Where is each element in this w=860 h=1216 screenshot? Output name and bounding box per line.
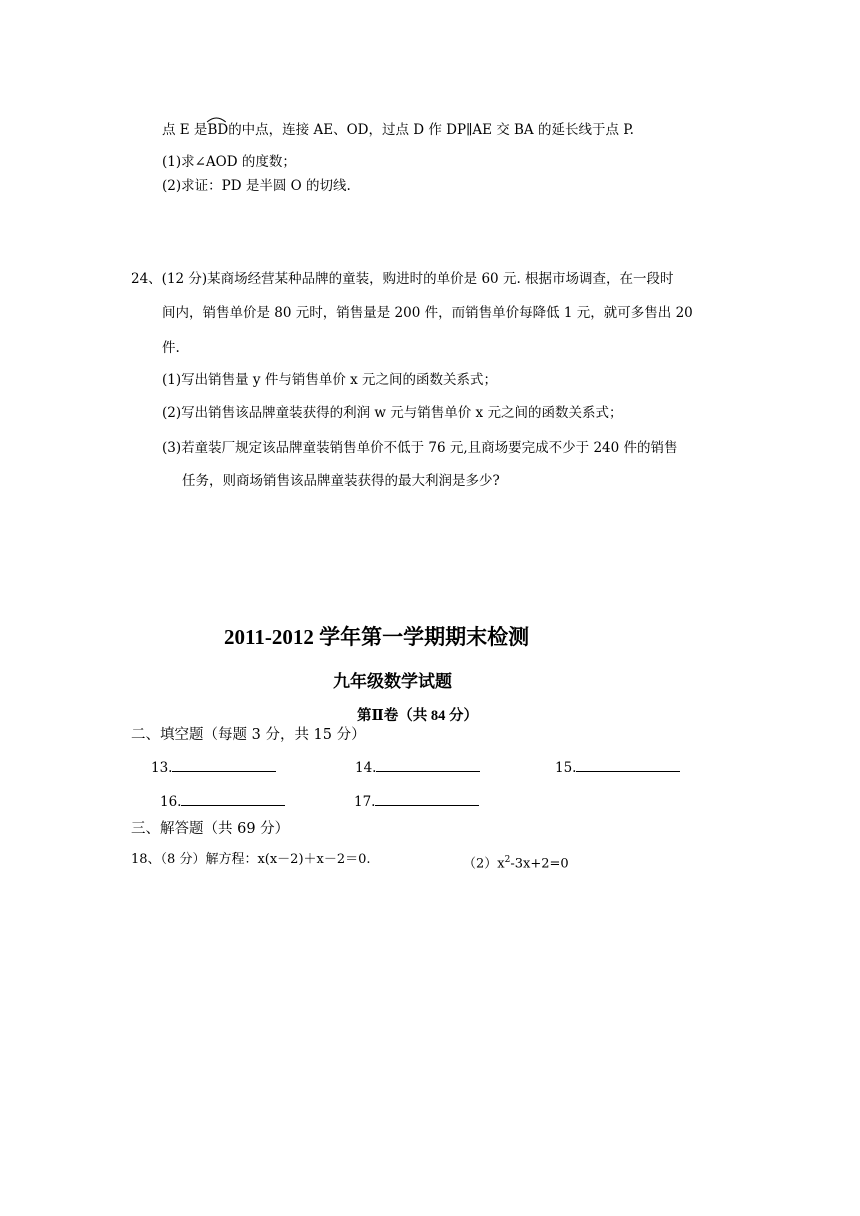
q24-line3: 件.: [162, 340, 180, 356]
q23-part1: (1)求∠AOD 的度数；: [162, 154, 296, 170]
blank-item-15: [555, 757, 680, 776]
blank-number: 13.: [151, 760, 173, 776]
blank-number: 16.: [160, 794, 182, 810]
blank-number: 17.: [354, 794, 376, 810]
answer-blank: [375, 791, 479, 806]
answer-blank: [376, 757, 480, 772]
q23-intro: [162, 121, 634, 139]
q23-intro-a: 点 E 是: [162, 122, 208, 138]
q24-line1: 24、(12 分)某商场经营某种品牌的童装，购进时的单价是 60 元. 根据市场调查，在一段时: [131, 271, 674, 287]
arc-label: BD: [207, 122, 229, 138]
answer-blank: [181, 791, 285, 806]
answer-blank: [172, 757, 276, 772]
volume-label: 第Ⅱ卷（共 84 分）: [357, 708, 478, 724]
blank-number: 15.: [555, 760, 577, 776]
q24-line2: 间内，销售单价是 80 元时，销售量是 200 件，而销售单价每降低 1 元，就可多售出 20: [162, 305, 693, 321]
blank-item-17: [354, 791, 479, 810]
q24-part2: (2)写出销售该品牌童装获得的利润 w 元与销售单价 x 元之间的函数关系式；: [162, 405, 623, 421]
q24-part3a: (3)若童装厂规定该品牌童装销售单价不低于 76 元,且商场要完成不少于 240 件的销售: [162, 440, 678, 456]
blank-item-16: [160, 791, 285, 810]
q23-intro-b: 的中点，连接 AE、OD，过点 D 作 DP∥AE 交 BA 的延长线于点 P.: [228, 122, 634, 138]
exam-title: 2011-2012 学年第一学期期末检测: [224, 625, 530, 649]
q24-part1: (1)写出销售量 y 件与销售单价 x 元之间的函数关系式；: [162, 372, 498, 388]
arc-bd: [207, 121, 228, 139]
blank-number: 14.: [355, 760, 377, 776]
q23-part2: (2)求证：PD 是半圆 O 的切线.: [162, 178, 351, 194]
blank-item-13: [151, 757, 276, 776]
exam-subtitle: 九年级数学试题: [333, 672, 452, 691]
q24-part3b: 任务，则商场销售该品牌童装获得的最大利润是多少?: [182, 473, 500, 489]
arc-symbol-icon: [206, 115, 227, 123]
q18-part2: [463, 851, 569, 873]
section2-heading: 二、填空题（每题 3 分，共 15 分）: [131, 727, 366, 743]
blank-item-14: [355, 757, 480, 776]
q18-part1: 18、（8 分）解方程：x(x－2)＋x－2＝0.: [131, 852, 371, 867]
exponent: 2: [504, 855, 511, 865]
q18-part2-suffix: -3x+2=0: [510, 856, 569, 872]
answer-blank: [576, 757, 680, 772]
section3-heading: 三、解答题（共 69 分）: [131, 821, 290, 837]
q18-part2-prefix: （2）x: [463, 856, 505, 872]
